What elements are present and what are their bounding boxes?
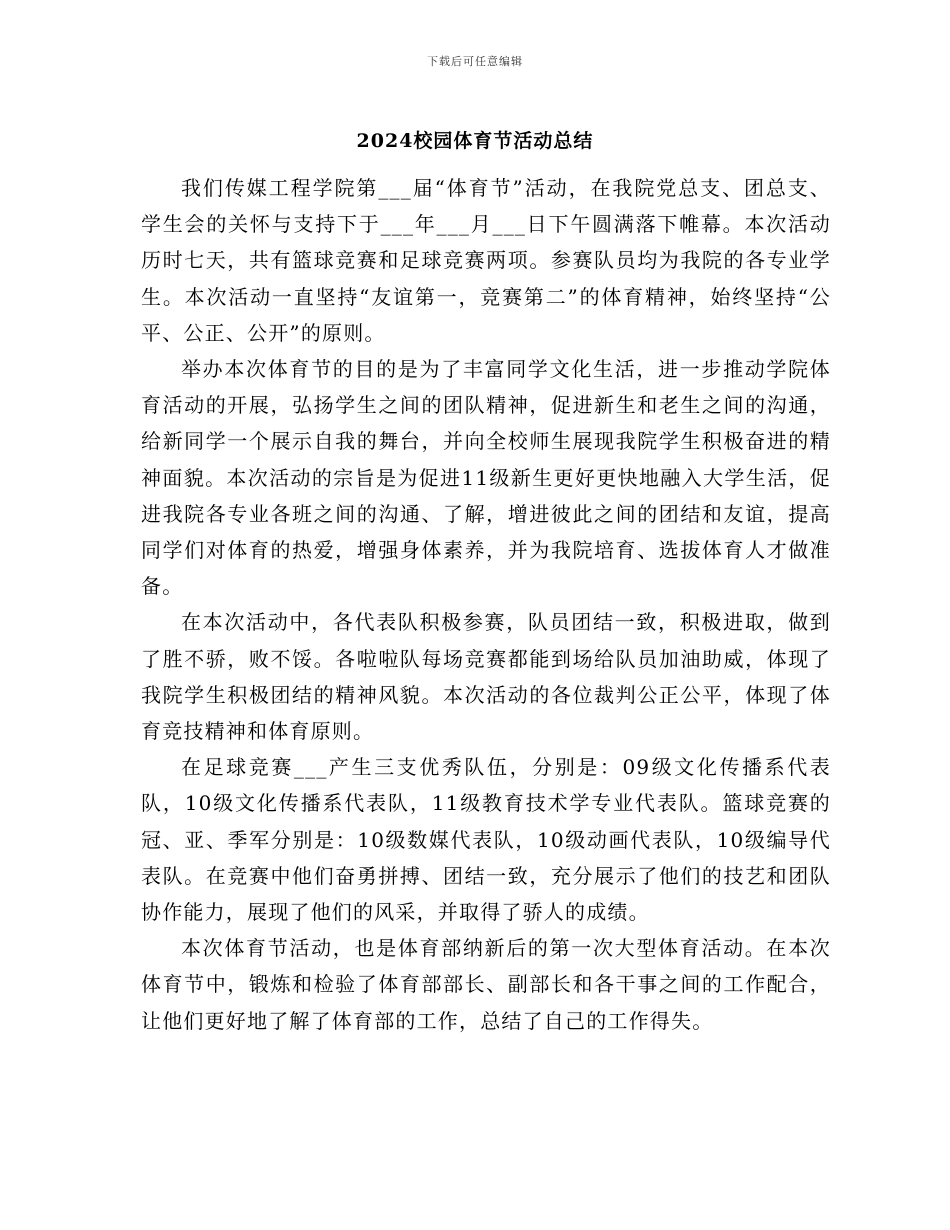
paragraph-1: 我们传媒工程学院第___届“体育节”活动，在我院党总支、团总支、学生会的关怀与支持下于___年___月___日下午圆满落下帷幕。本次活动历时七天，共有篮球竞赛和足球竞赛两项。参赛队员均为我院的各专业学生。本次活动一直坚持“友谊第一，竞赛第二”的体育精神，始终坚持“公平、公正、公开”的原则。 <box>141 176 831 345</box>
document-title: 2024校园体育节活动总结 <box>356 130 594 152</box>
paragraph-4: 在足球竞赛___产生三支优秀队伍，分别是：09级文化传播系代表队，10级文化传播系代表队，11级教育技术学专业代表队。篮球竞赛的冠、亚、季军分别是：10级数媒代表队，10级动画代表队，10级编导代表队。在竞赛中他们奋勇拼搏、团结一致，充分展示了他们的技艺和团队协作能力，展现了他们的风采，并取得了骄人的成绩。 <box>141 755 831 925</box>
paragraph-3: 在本次活动中，各代表队积极参赛，队员团结一致，积极进取，做到了胜不骄，败不馁。各啦啦队每场竞赛都能到场给队员加油助威，体现了我院学生积极团结的精神风貌。本次活动的各位裁判公正公平，体现了体育竞技精神和体育原则。 <box>141 610 831 744</box>
paragraph-2: 举办本次体育节的目的是为了丰富同学文化生活，进一步推动学院体育活动的开展，弘扬学生之间的团队精神，促进新生和老生之间的沟通，给新同学一个展示自我的舞台，并向全校师生展现我院学生积极奋进的精神面貌。本次活动的宗旨是为促进11级新生更好更快地融入大学生活，促进我院各专业各班之间的沟通、了解，增进彼此之间的团结和友谊，提高同学们对体育的热爱，增强身体素养，并为我院培育、选拔体育人才做准备。 <box>141 357 831 599</box>
document-body <box>141 170 831 1039</box>
paragraph-5: 本次体育节活动，也是体育部纳新后的第一次大型体育活动。在本次体育节中，锻炼和检验了体育部部长、副部长和各干事之间的工作配合，让他们更好地了解了体育部的工作，总结了自己的工作得失。 <box>141 936 831 1033</box>
page-header-note: 下载后可任意编辑 <box>427 55 523 68</box>
